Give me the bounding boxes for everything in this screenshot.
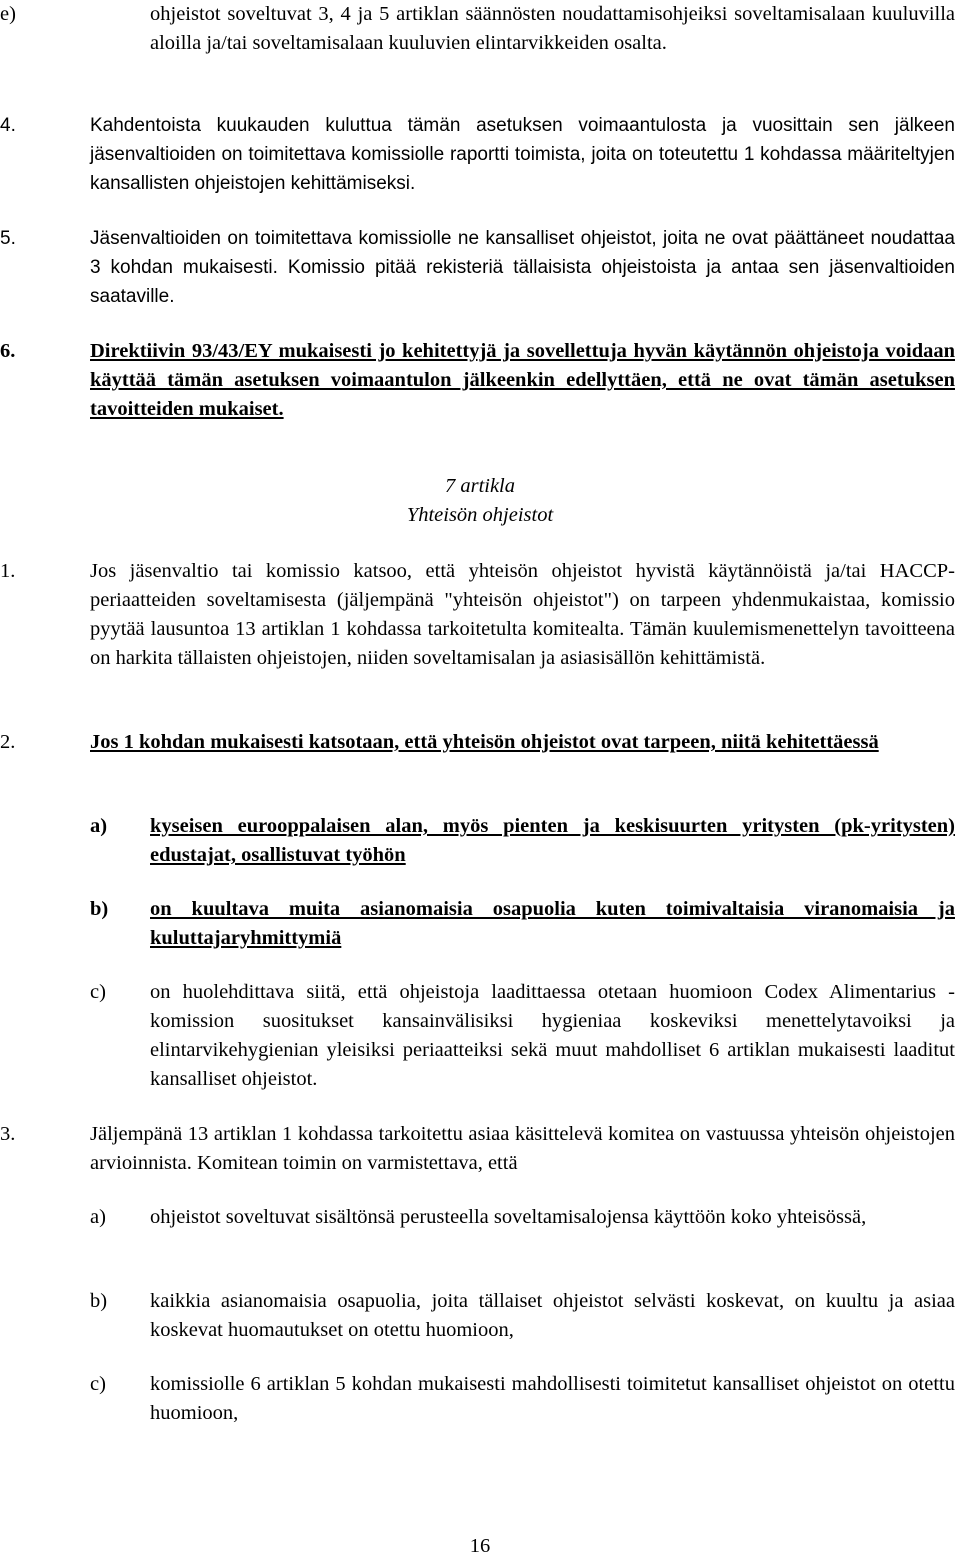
paragraph-number: 3. <box>0 1123 16 1145</box>
list-item-b <box>0 1287 955 1347</box>
list-item-b <box>0 895 955 955</box>
paragraph-5 <box>0 224 955 314</box>
paragraph-number: 6. <box>0 340 16 362</box>
paragraph-number: 1. <box>0 560 16 582</box>
paragraph-number: 4. <box>0 115 16 136</box>
paragraph-number: 5. <box>0 228 16 249</box>
article-paragraph-1 <box>0 557 955 707</box>
list-item-a <box>0 812 955 872</box>
list-item-text: kyseisen eurooppalaisen alan, myös pienten ja keskisuurten yritysten (pk-yritysten) edustajat, osallistuvat työhön <box>150 815 955 866</box>
list-item-text: ohjeistot soveltuvat 3, 4 ja 5 artiklan säännösten noudattamisohjeiksi soveltamisalaan kuuluvilla aloilla ja/tai soveltamisalaan kuuluvien elintarvikkeiden osalta. <box>150 3 955 54</box>
paragraph-text <box>90 224 955 311</box>
paragraph-text: Direktiivin 93/43/EY mukaisesti jo kehitettyjä ja sovellettuja hyvän käytännön ohjeistoja voidaan käyttää tämän asetuksen voimaantulon jälkeenkin edellyttäen, että ne ovat tämän asetuksen tavoitteiden mukaiset. <box>90 340 955 420</box>
list-item-c <box>0 978 955 1098</box>
list-item-e <box>0 0 955 90</box>
paragraph-6 <box>0 337 955 427</box>
list-item-label: a) <box>90 1206 106 1228</box>
paragraph-text-part-b: Komissio pitää rekisteriä tällaisista ohjeistoista ja antaa sen jäsenvaltioiden saataville. <box>90 257 956 307</box>
list-item-label: a) <box>90 815 108 837</box>
paragraph-text-part-a: Jäsenvaltioiden on toimitettava komissiolle ne kansalliset ohjeistot, joita ne ovat päättäneet noudattaa 3 kohdan mukaisesti. <box>90 228 955 278</box>
paragraph-text: Jos jäsenvaltio tai komissio katsoo, että yhteisön ohjeistot hyvistä käytännöistä ja/tai HACCP-periaatteiden soveltamisesta (jäljempänä "yhteisön ohjeistot") on tarpeen yhdenmukaistaa, komissio pyytää lausuntoa 13 artiklan 1 kohdassa tarkoitetulta komitealta. Tämän kuulemismenettelyn tavoitteena on harkita tällaisten ohjeistojen, niiden soveltamisalan ja asiasisällön kehittämistä. <box>90 560 955 669</box>
list-item-label: e) <box>0 3 16 25</box>
list-item-label: b) <box>90 898 109 920</box>
list-item-text: kaikkia asianomaisia osapuolia, joita tällaiset ohjeistot selvästi koskevat, on kuultu ja asiaa koskevat huomautukset on otettu huomioon, <box>150 1290 955 1341</box>
list-item-a <box>0 1203 955 1263</box>
paragraph-text: Jäljempänä 13 artiklan 1 kohdassa tarkoitettu asiaa käsittelevä komitea on vastuussa yhteisön ohjeistojen arvioinnista. Komitean toimin on varmistettava, että <box>90 1123 955 1174</box>
paragraph-number: 2. <box>0 731 16 753</box>
article-paragraph-2 <box>0 728 955 788</box>
paragraph-text: Jos 1 kohdan mukaisesti katsotaan, että yhteisön ohjeistot ovat tarpeen, niitä kehitettäessä <box>90 731 879 753</box>
list-item-text: ohjeistot soveltuvat sisältönsä perusteella soveltamisalojensa käyttöön koko yhteisössä, <box>150 1206 867 1228</box>
list-item-label: b) <box>90 1290 108 1312</box>
list-item-c <box>0 1370 955 1430</box>
list-item-label: c) <box>90 981 106 1003</box>
list-item-text: on kuultava muita asianomaisia osapuolia kuten toimivaltaisia viranomaisia ja kuluttajaryhmittymiä <box>150 898 955 949</box>
list-item-text: on huolehdittava siitä, että ohjeistoja laadittaessa otetaan huomioon Codex Alimentarius -komission suositukset kansainvälisiksi hygieniaa koskeviksi menettelytavoiksi ja elintarvikehygienian yleisiksi periaatteiksi sekä muut mahdolliset 6 artiklan mukaisesti laaditut kansalliset ohjeistot. <box>150 981 955 1090</box>
list-item-label: c) <box>90 1373 106 1395</box>
article-title: Yhteisön ohjeistot <box>406 504 554 526</box>
list-item-text: komissiolle 6 artiklan 5 kohdan mukaisesti mahdollisesti toimitetut kansalliset ohjeistot on otettu huomioon, <box>150 1373 955 1424</box>
page-number: 16 <box>469 1535 491 1557</box>
paragraph-text: Kahdentoista kuukauden kuluttua tämän asetuksen voimaantulosta ja vuosittain sen jälkeen jäsenvaltioiden on toimitettava komissiolle raportti toimista, joita on toteutettu 1 kohdassa määriteltyjen kansallisten ohjeistojen kehittämiseksi. <box>90 115 955 194</box>
article-paragraph-3 <box>0 1120 955 1180</box>
article-number: 7 artikla <box>444 475 516 497</box>
paragraph-4 <box>0 111 955 201</box>
